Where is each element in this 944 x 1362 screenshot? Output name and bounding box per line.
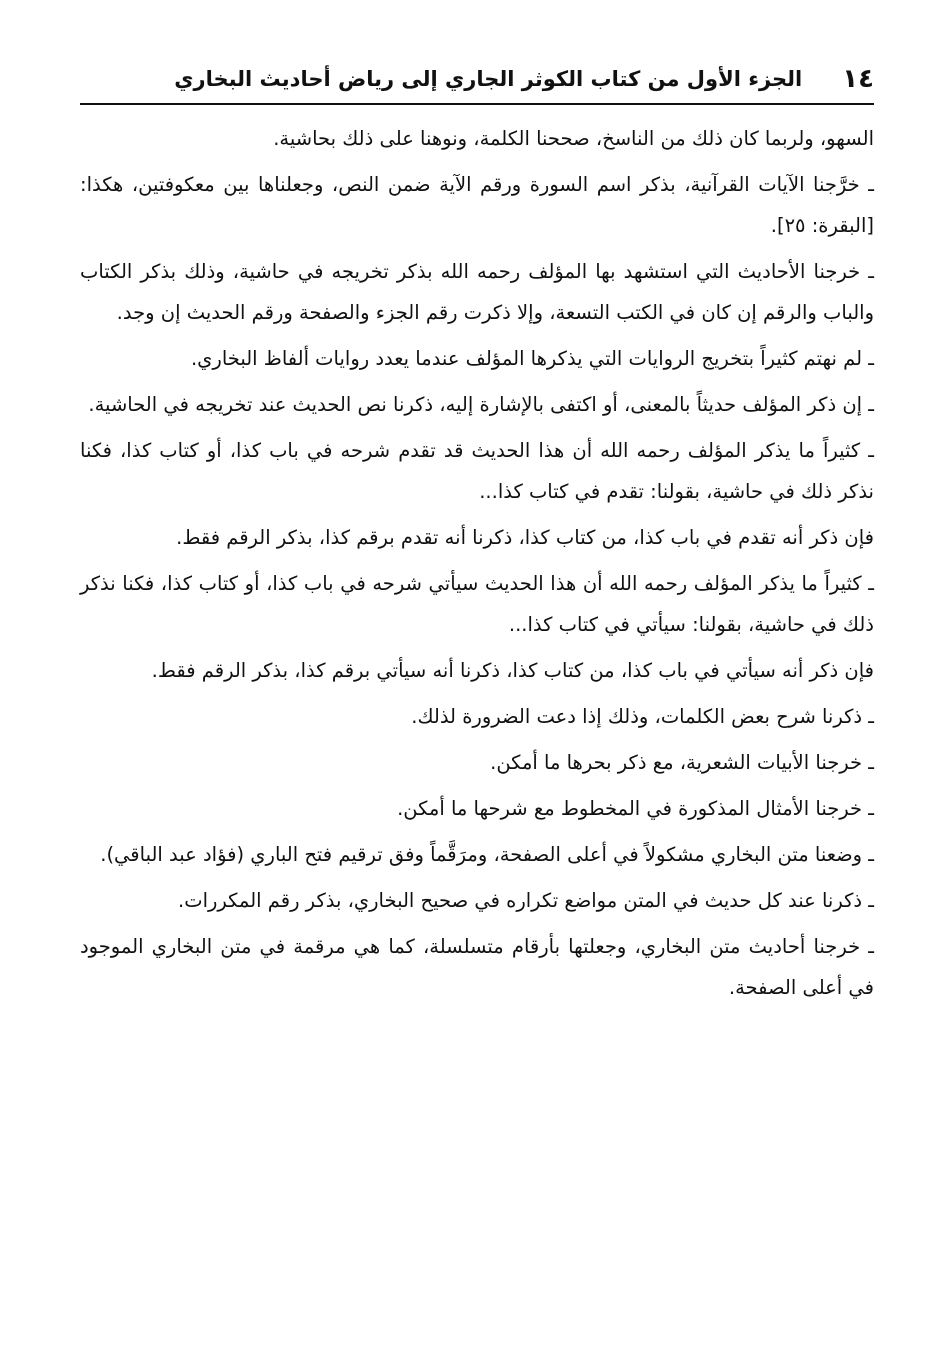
- body-text: [80, 118, 874, 1013]
- running-title: الجزء الأول من كتاب الكوثر الجاري إلى رياض أحاديث البخاري: [174, 67, 803, 91]
- paragraph: فإن ذكر أنه تقدم في باب كذا، من كتاب كذا، ذكرنا أنه تقدم برقم كذا، بذكر الرقم فقط.: [176, 526, 874, 549]
- paragraph: ـ كثيراً ما يذكر المؤلف رحمه الله أن هذا الحديث سيأتي شرحه في باب كذا، أو كتاب كذا، فكنا نذكر ذلك في حاشية، بقولنا: سيأتي في كتاب كذا...: [80, 572, 874, 636]
- paragraph: ـ خرجنا الأمثال المذكورة في المخطوط مع شرحها ما أمكن.: [397, 797, 874, 820]
- paragraph: ـ ذكرنا عند كل حديث في المتن مواضع تكراره في صحيح البخاري، بذكر رقم المكررات.: [178, 889, 874, 912]
- paragraph: السهو، ولربما كان ذلك من الناسخ، صححنا الكلمة، ونوهنا على ذلك بحاشية.: [273, 127, 874, 150]
- paragraph: ـ خرَّجنا الآيات القرآنية، بذكر اسم السورة ورقم الآية ضمن النص، وجعلناها بين معكوفتين، هكذا: [البقرة: ٢٥].: [80, 173, 874, 237]
- paragraph: ـ خرجنا الأحاديث التي استشهد بها المؤلف رحمه الله بذكر تخريجه في حاشية، وذلك بذكر الكتاب والباب والرقم إن كان في الكتب التسعة، وإلا ذكرت رقم الجزء والصفحة ورقم الحديث إن وجد.: [80, 260, 874, 324]
- paragraph: ـ وضعنا متن البخاري مشكولاً في أعلى الصفحة، ومرَقَّماً وفق ترقيم فتح الباري (فؤاد عبد الباقي).: [100, 843, 874, 866]
- paragraph: ـ لم نهتم كثيراً بتخريج الروايات التي يذكرها المؤلف عندما يعدد روايات ألفاظ البخاري.: [190, 347, 874, 370]
- paragraph: ـ خرجنا أحاديث متن البخاري، وجعلتها بأرقام متسلسلة، كما هي مرقمة في متن البخاري الموجود في أعلى الصفحة.: [80, 935, 874, 999]
- paragraph: فإن ذكر أنه سيأتي في باب كذا، من كتاب كذا، ذكرنا أنه سيأتي برقم كذا، بذكر الرقم فقط.: [151, 659, 874, 682]
- paragraph: ـ خرجنا الأبيات الشعرية، مع ذكر بحرها ما أمكن.: [490, 751, 874, 774]
- page-header: [80, 55, 874, 105]
- paragraph: ـ كثيراً ما يذكر المؤلف رحمه الله أن هذا الحديث قد تقدم شرحه في باب كذا، أو كتاب كذا، فكنا نذكر ذلك في حاشية، بقولنا: تقدم في كتاب كذا...: [80, 439, 874, 503]
- paragraph: ـ ذكرنا شرح بعض الكلمات، وذلك إذا دعت الضرورة لذلك.: [411, 705, 874, 728]
- page-number: ١٤: [842, 64, 874, 94]
- paragraph: ـ إن ذكر المؤلف حديثاً بالمعنى، أو اكتفى بالإشارة إليه، ذكرنا نص الحديث عند تخريجه في الحاشية.: [88, 393, 874, 416]
